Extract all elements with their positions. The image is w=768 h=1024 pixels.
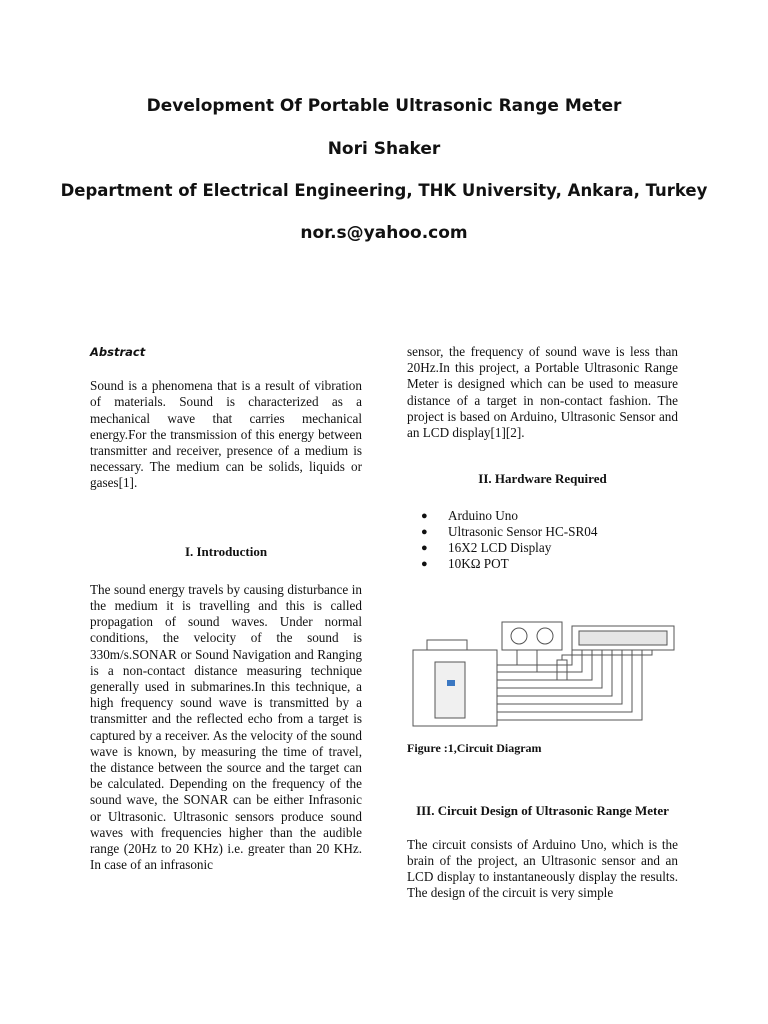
introduction-text-continued: sensor, the frequency of sound wave is less than 20Hz.In this project, a Portable Ultrasonic Range Meter is designed which can be used to measure distance of a target in non-contact fashion. The project is based on Arduino, Ultrasonic Sensor and an LCD display[1][2]. xyxy=(407,344,678,441)
author-name: Nori Shaker xyxy=(327,139,441,159)
circuit-design-heading: III. Circuit Design of Ultrasonic Range Meter xyxy=(416,802,669,818)
right-column xyxy=(407,340,678,902)
list-item: ● Arduino Uno xyxy=(421,508,518,524)
list-item: ● Ultrasonic Sensor HC-SR04 xyxy=(421,524,598,540)
hardware-heading: II. Hardware Required xyxy=(478,471,607,487)
circuit-design-text: The circuit consists of Arduino Uno, which is the brain of the project, an Ultrasonic sensor and an LCD display to instantaneously display the results. The design of the circuit is very simple xyxy=(407,836,678,901)
circuit-diagram xyxy=(407,620,677,730)
introduction-text: The sound energy travels by causing disturbance in the medium it is travelling and this is called propagation of sound waves. Under normal conditions, the velocity of the sound is 330m/s.SONAR or Sound Navigation and Ranging is a non-contact distance measuring technique generally used in submarines.In this technique, a high frequency sound wave is transmitted by a transmitter and the reflected echo from a target is captured by a receiver. As the velocity of the sound wave is known, by measuring the time of travel, the distance between the source and the target can be calculated. Depending on the frequency of the sound wave, the SONAR can be either Infrasonic or Ultrasonic. Ultrasonic sensors produce sound waves with frequencies higher than the audible range (20Hz to 20 KHz) i.e. greater than 20 KHz. In case of an infrasonic xyxy=(90,581,362,873)
left-column xyxy=(90,340,362,873)
introduction-heading: I. Introduction xyxy=(184,543,268,559)
abstract-heading: Abstract xyxy=(90,345,146,359)
list-item: ● 16X2 LCD Display xyxy=(421,540,552,556)
author-affiliation: Department of Electrical Engineering, THK University, Ankara, Turkey xyxy=(60,181,708,200)
paper-title: Development Of Portable Ultrasonic Range Meter xyxy=(146,96,622,116)
bullet-icon: ● xyxy=(421,542,428,555)
list-item: ● 10KΩ POT xyxy=(421,556,509,572)
circuit-diagram-figure xyxy=(407,620,677,730)
hardware-list xyxy=(421,508,678,572)
author-email: nor.s@yahoo.com xyxy=(300,223,468,243)
bullet-icon: ● xyxy=(421,558,428,571)
bullet-icon: ● xyxy=(421,526,428,539)
figure-caption: Figure :1,Circuit Diagram xyxy=(407,741,542,756)
abstract-text: Sound is a phenomena that is a result of vibration of materials. Sound is characterized as a mechanical wave that carries mechanical energy.For the transmission of this energy between transmitter and receiver, presence of a medium is necessary. The medium can be solids, liquids or gases[1]. xyxy=(90,378,362,491)
bullet-icon: ● xyxy=(421,510,428,523)
